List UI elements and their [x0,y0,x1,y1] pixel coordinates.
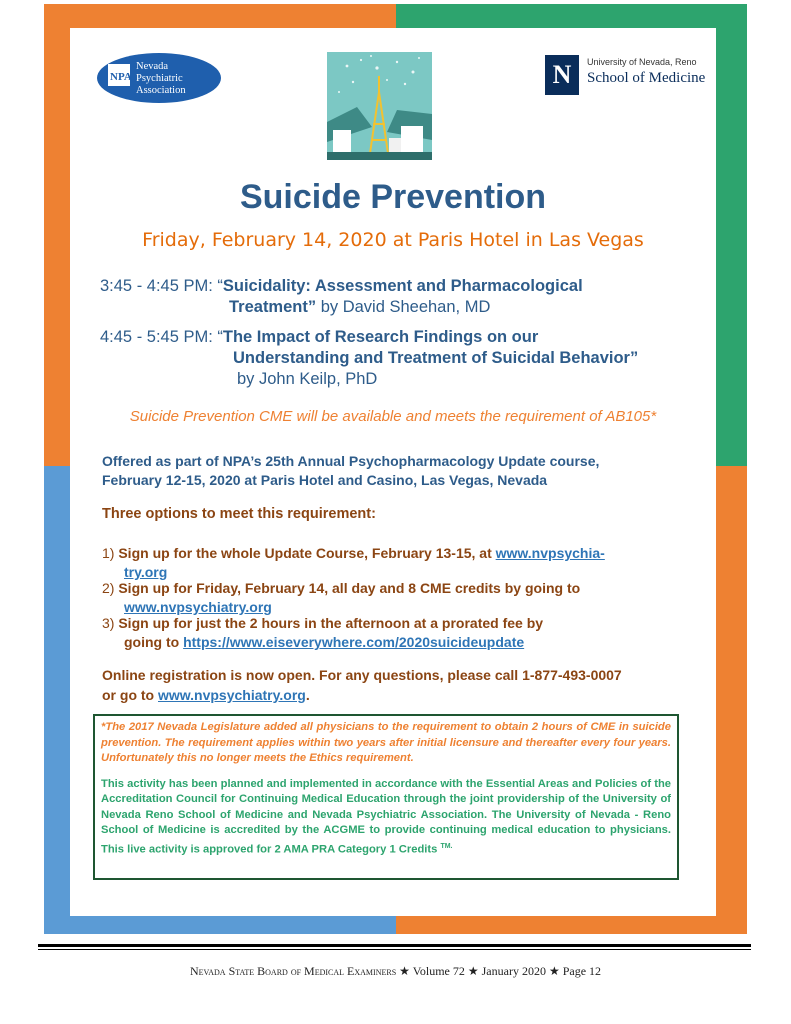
footer-rule-thin [38,949,751,950]
svg-text:NPA: NPA [110,71,132,83]
trademark-mark: TM. [440,842,453,850]
eiseverywhere-link[interactable]: https://www.eiseverywhere.com/2020suicideupdate [183,634,525,650]
registration-info [102,665,702,705]
star-icon: ★ [399,964,410,978]
footer-volume: Volume 72 [412,964,465,978]
session-2 [100,327,638,390]
option-text: Sign up for just the 2 hours in the afternoon at a prorated fee by [114,615,544,631]
university-name: University of Nevada, Reno [587,57,697,67]
offer-line: February 12-15, 2020 at Paris Hotel and Casino, Las Vegas, Nevada [102,472,548,488]
session-1 [100,276,583,318]
footer-date: January 2020 [481,964,546,978]
accreditation-text: This activity has been planned and implemented in accordance with the Essential Areas and Policies of the Accreditation Council for Continuing Medical Education through the joint providership of the University of Nevada Reno School of Medicine and Nevada Psychiatric Association. The University of Nevada - Reno School of Medicine is accredited by the ACGME to provide continuing medical education to physicians. This live activity is approved for 2 AMA PRA Category 1 Credits [101,777,671,856]
registration-link[interactable]: www.nvpsychiatry.org [158,687,306,703]
footer-org: Nevada State Board of Medical Examiners [189,964,397,978]
session-time: 3:45 - 4:45 PM: “ [100,277,223,295]
star-icon: ★ [467,964,479,978]
offer-text [102,452,702,490]
options-heading: Three options to meet this requirement: [102,506,376,522]
session-speaker: by John Keilp, PhD [237,370,378,388]
university-n-mark: N [545,55,579,95]
registration-line: Online registration is now open. For any questions, please call 1-877-493-0007 [102,667,622,683]
page-footer [0,964,791,979]
option-text: Sign up for Friday, February 14, all day and 8 CME credits by going to [114,580,581,596]
session-title: Suicidality: Assessment and Pharmacological [222,277,583,295]
cme-note: Suicide Prevention CME will be available and meets the requirement of AB105* [129,408,657,425]
session-speaker: by David Sheehan, MD [316,298,491,316]
session-title-cont: Treatment” [229,298,317,316]
npa-logo [96,52,222,104]
registration-suffix: . [305,687,310,703]
event-subtitle: Friday, February 14, 2020 at Paris Hotel in Las Vegas [142,229,644,251]
accreditation-box [93,714,679,880]
svg-text:Nevada: Nevada [136,61,169,72]
nvpsychiatry-link[interactable]: www.nvpsychia- [495,545,605,561]
option-1 [102,544,692,582]
paris-eiffel-illustration [327,52,432,160]
page-title: Suicide Prevention [239,178,547,216]
registration-prefix: or go to [102,687,158,703]
nvpsychiatry-link-cont[interactable]: try.org [124,564,168,580]
session-title-cont: Understanding and Treatment of Suicidal Behavior” [233,349,639,367]
accreditation-statement [101,777,671,858]
option-2 [102,579,692,617]
offer-line: Offered as part of NPA’s 25th Annual Psychopharmacology Update course, [102,453,600,469]
session-title: The Impact of Research Findings on our [222,328,539,346]
school-name: School of Medicine [587,70,706,86]
option-number: 1) [102,545,115,561]
option-3 [102,614,692,652]
legislature-note: *The 2017 Nevada Legislature added all physicians to the requirement to obtain 2 hours of CME in suicide prevention. The requirement applies within two years after initial licensure and thereafter every four years. Unfortunately this no longer meets the Ethics requirement. [101,721,671,764]
footer-page: Page 12 [562,964,602,978]
svg-text:Association: Association [136,85,186,96]
footer-rule-thick [38,944,751,947]
option-text: Sign up for the whole Update Course, February 13-15, at [114,545,496,561]
option-number: 2) [102,580,115,596]
option-text-prefix: going to [124,634,184,650]
svg-text:Psychiatric: Psychiatric [136,73,183,84]
star-icon: ★ [548,964,560,978]
school-of-medicine-logo [545,55,705,97]
option-number: 3) [102,615,115,631]
session-time: 4:45 - 5:45 PM: “ [100,328,223,346]
nvpsychiatry-link[interactable]: www.nvpsychiatry.org [124,599,272,615]
